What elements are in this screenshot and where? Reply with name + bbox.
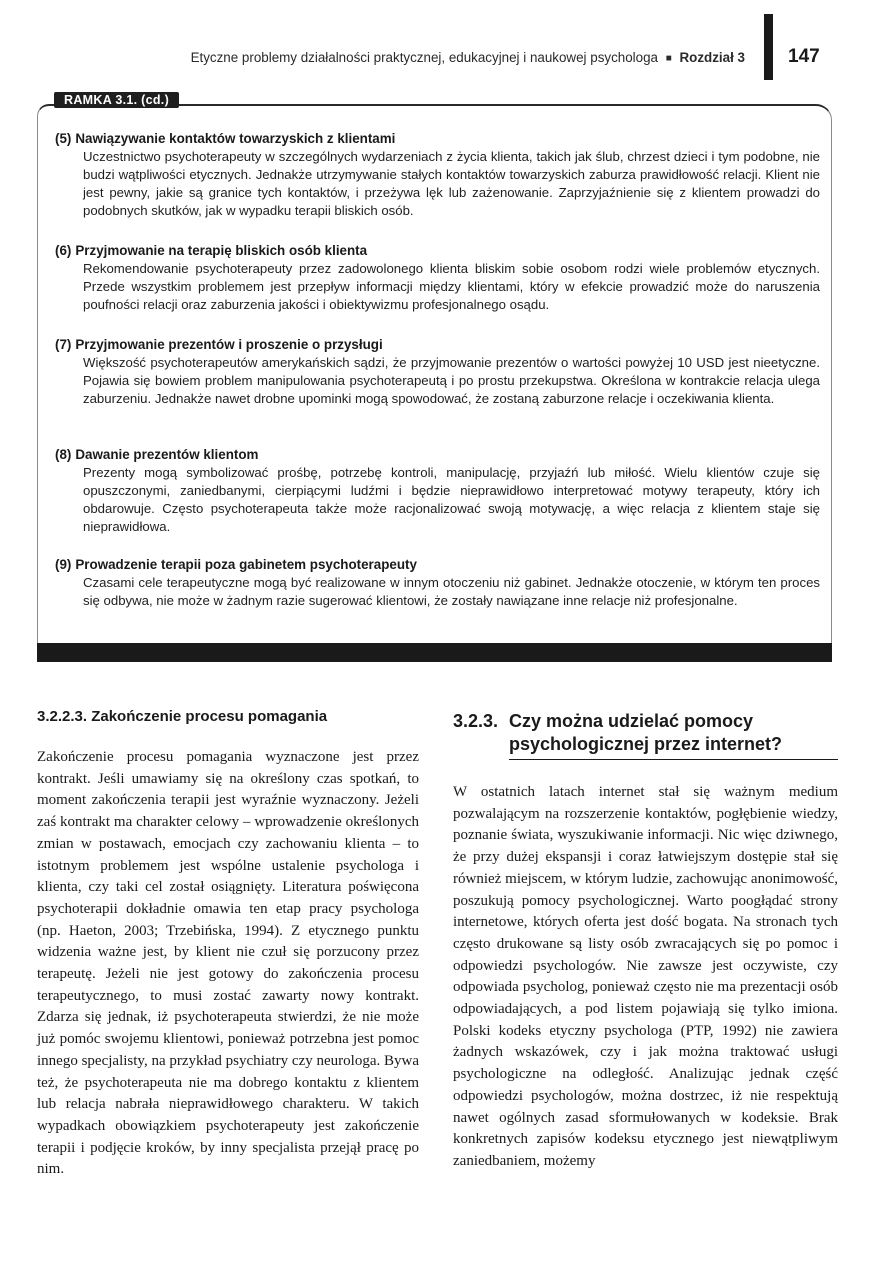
item-title <box>55 446 820 464</box>
item-title-text: Przyjmowanie na terapię bliskich osób klienta <box>75 243 368 258</box>
item-text: Prezenty mogą symbolizować prośbę, potrzebę kontroli, manipulację, przyjaźń lub miłość. Wielu klientów czuje się opuszczonymi, zaniedbanymi, cierpiącymi ludźmi i będzie nieprawidłowo interpretować motywy terapeuty, który ich obdarowuje. Często psychoterapeuta także może racjonalizować swoją motywację, a więc relacja z klientem staje się nieprawidłowa. <box>83 465 820 534</box>
item-title-text: Dawanie prezentów klientom <box>75 447 259 462</box>
item-title <box>55 336 820 354</box>
item-number: (9) <box>55 557 72 572</box>
right-column <box>453 710 838 1173</box>
item-title <box>55 242 820 260</box>
box-item-9 <box>55 556 820 610</box>
item-title <box>55 556 820 574</box>
chapter-label: Rozdział 3 <box>679 50 745 65</box>
separator-square: ■ <box>665 53 672 64</box>
section-heading <box>453 710 838 756</box>
page-number: 147 <box>788 46 820 67</box>
item-number: (7) <box>55 337 72 352</box>
box-item-6 <box>55 242 820 314</box>
box-bottom-bar <box>37 643 832 662</box>
heading-underline <box>509 759 838 760</box>
box-item-5 <box>55 130 820 220</box>
running-header <box>0 50 745 65</box>
ramka-box <box>37 93 832 662</box>
item-number: (8) <box>55 447 72 462</box>
item-text: Uczestnictwo psychoterapeuty w szczególnych wydarzeniach z życia klienta, takich jak ślub, chrzest dzieci i tym podobne, nie budzi wątpliwości etycznych. Jednakże utrzymywanie stałych kontaktów towarzyskich zaburza prawidłowość relacji. Klient nie jest pewny, jakie są granice tych kontaktów, i przeżywa lęk lub zażenowanie. Zaprzyjaźnienie się z klientem prowadzi do podobnych skutków, jak w wypadku terapii bliskich osób. <box>83 149 820 218</box>
item-text: Czasami cele terapeutyczne mogą być realizowane w innym otoczeniu niż gabinet. Jednakże otoczenie, w którym ten proces się odbywa, nie może w żadnym razie sugerować klientowi, że zostały nawiązane inne relacje niż profesjonalne. <box>83 575 820 608</box>
heading-line-2: psychologicznej przez internet? <box>509 734 783 754</box>
item-title-text: Prowadzenie terapii poza gabinetem psychoterapeuty <box>75 557 417 572</box>
section-number: 3.2.3. <box>453 711 499 731</box>
running-title: Etyczne problemy działalności praktycznej, edukacyjnej i naukowej psychologa <box>190 50 658 65</box>
body-paragraph: W ostatnich latach internet stał się ważnym medium pozwalającym na rozszerzenie kontaktów, pogłębienie wiedzy, poznanie świata, wyszukiwanie informacji. Nic więc dziwnego, że przy dużej ekspansji i coraz łatwiejszym dostępie stał się również miejscem, w którym ludzie, zachowując anonimowość, poszukują pomocy psychologicznej. Warto poogłądać strony internetowe, których oferta jest dość bogata. Na stronach tych często drukowane są listy osób zwracających się po pomoc i odpowiedzi psychologów. Nie zawsze jest oczywiste, czy odpowiada psycholog, ponieważ często nie ma prezentacji osób odpowiadających, a pod listem pojawiają się tylko imiona. Polski kodeks etyczny psychologa (PTP, 1992) nie zawiera żadnych wskazówek, czy i jak można traktować usługi psychologiczne na odległość. Analizując jednak część odpowiedzi psychologów, można dostrzec, iż nie respektują nawet ogólnych zasad sformułowanych w kodeksie. Brak konkretnych zapisów kodeksu etycznego jest niewątpliwym zaniedbaniem, możemy <box>453 784 838 1169</box>
heading-line-1: Czy można udzielać pomocy <box>509 711 754 731</box>
chapter-thumb-bar <box>764 14 773 80</box>
item-text: Większość psychoterapeutów amerykańskich sądzi, że przyjmowanie prezentów o wartości powyżej 10 USD jest nieetyczne. Pojawia się bowiem problem manipulowania psychoterapeutą i po prostu przekupstwa. Określona w kontrakcie relacja ulega zaburzeniu. Jednakże nawet drobne upominki mogą spowodować, że zostaną zaburzone relacje i oczekiwania klienta. <box>83 355 820 406</box>
section-heading: 3.2.2.3. Zakończenie procesu pomagania <box>37 708 328 725</box>
box-label: RAMKA 3.1. (cd.) <box>54 92 179 108</box>
item-title-text: Przyjmowanie prezentów i proszenie o przysługi <box>75 337 383 352</box>
box-item-7 <box>55 336 820 408</box>
item-title <box>55 130 820 148</box>
item-text: Rekomendowanie psychoterapeuty przez zadowolonego klienta bliskim sobie osobom rodzi wiele problemów etycznych. Przede wszystkim problemem jest przepływ informacji między klientami, który w efekcie prowadzić może do naruszenia poufności relacji oraz zaburzenia jakości i obiektywizmu profesjonalnego osądu. <box>83 261 820 312</box>
left-column <box>37 707 419 1181</box>
item-number: (6) <box>55 243 72 258</box>
item-title-text: Nawiązywanie kontaktów towarzyskich z klientami <box>75 131 396 146</box>
body-paragraph: Zakończenie procesu pomagania wyznaczone jest przez kontrakt. Jeśli umawiamy się na określony czas spotkań, to moment zakończenia terapii jest wyraźnie wyznaczony. Jeżeli zaś kontrakt ma charakter celowy – wprowadzenie określonych zmian w postawach, emocjach czy zachowaniu klienta – to istotnym problemem jest wspólne ustalenie psychologa i klienta, czy taki cel został osiągnięty. Literatura poświęcona psychoterapii dokładnie omawia ten etap pracy psychologa (np. Haeton, 2003; Trzebińska, 1994). Z etycznego punktu widzenia ważne jest, by klient nie czuł się porzucony przez terapeutę. Jeżeli nie jest gotowy do zakończenia procesu terapeutycznego, to musi zostać zawarty nowy kontrakt. Zdarza się jednak, iż psychoterapeuta stwierdzi, że nie może już pomóc swojemu klientowi, ponieważ potrzebna jest pomoc innego specjalisty, na przykład psychiatry czy neurologa. Bywa też, że psychoterapeuta nie ma dobrego kontaktu z klientem lub relacja nabrała nieprawidłowego charakteru. W takich wypadkach obowiązkiem psychoterapeuty jest zakończenie terapii i podjęcie kroków, by inny specjalista przejął pracę po nim. <box>37 749 419 1178</box>
box-item-8 <box>55 446 820 536</box>
item-number: (5) <box>55 131 72 146</box>
